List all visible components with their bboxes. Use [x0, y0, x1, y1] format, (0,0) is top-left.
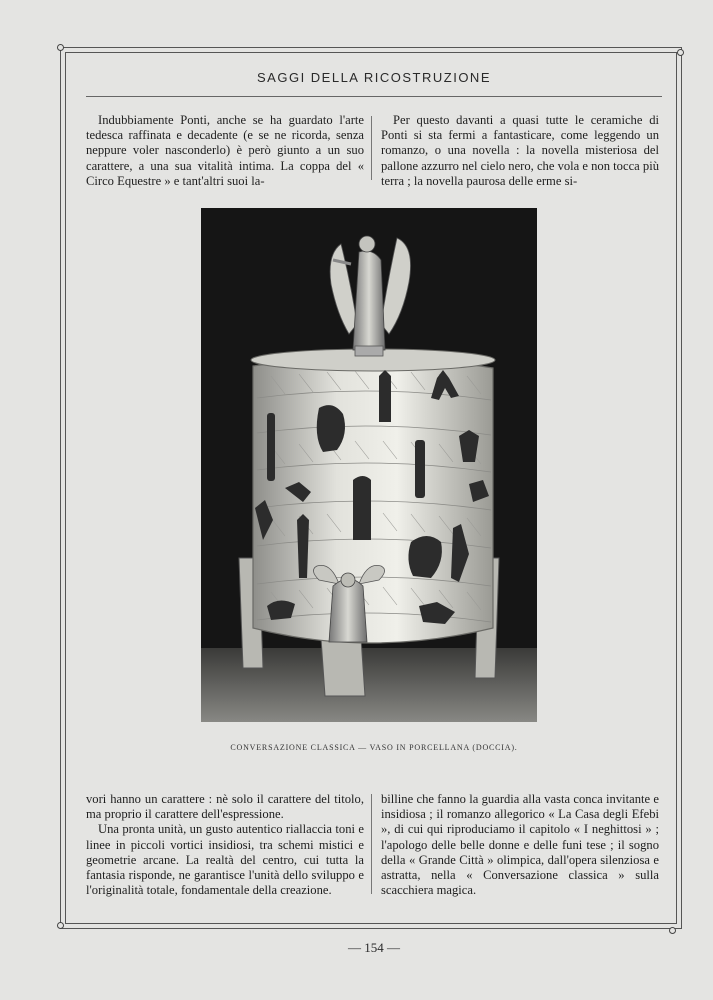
frame-corner-ornament — [57, 44, 64, 51]
paragraph: Indubbiamente Ponti, anche se ha guardato l'arte tedesca raffinata e decadente (e se ne ricorda, senza neppure voler nasconderlo) è però giunto a un suo carattere, a una sua vitalità intima. La coppa del « Circo Equestre » e tant'altri suoi la- — [86, 113, 364, 188]
page-number: — 154 — — [348, 940, 400, 955]
frame-corner-ornament — [677, 49, 684, 56]
text-column-top-left — [86, 113, 364, 189]
vase-photograph — [201, 208, 537, 722]
header-rule — [86, 96, 662, 97]
text-column-bottom-right — [381, 792, 659, 898]
figure-caption: CONVERSAZIONE CLASSICA — VASO IN PORCELLANA (DOCCIA). — [230, 743, 518, 752]
text-column-top-right — [381, 113, 659, 189]
paragraph: billine che fanno la guardia alla vasta conca invitante e insidiosa ; il romanzo allegorico « La Casa degli Efebi », di cui qui riproduciamo il capitolo « I neghittosi » ; l'apologo delle belle donne e delle funi tese ; il sogno della « Grande Città » olimpica, dall'opera silenziosa e astratta, nella « Conversazione classica » sulla scacchiera magica. — [381, 792, 659, 898]
running-title: SAGGI DELLA RICOSTRUZIONE — [257, 70, 491, 85]
paragraph: Per questo davanti a quasi tutte le ceramiche di Ponti si sta fermi a fantasticare, come leggendo un romanzo, o una novella : la novella misteriosa del pallone azzurro nel cielo nero, che vola e non tocca più terra ; la novella paurosa delle erme si- — [381, 113, 659, 188]
column-divider — [371, 116, 372, 180]
paragraph: vori hanno un carattere : nè solo il carattere del titolo, ma proprio il carattere dell'espressione. — [86, 792, 364, 822]
frame-corner-ornament — [57, 922, 64, 929]
text-column-bottom-left — [86, 792, 364, 898]
column-divider — [371, 794, 372, 894]
paragraph: Una pronta unità, un gusto autentico riallaccia toni e linee in piccoli vortici insidiosi, tra schemi mistici e geometrie arcane. La realtà del centro, cui tutta la fantasia risponde, ne garantisce l'unità dello sviluppo e l'originalità totale, fondamentale della creazione. — [86, 822, 364, 898]
frame-corner-ornament — [669, 927, 676, 934]
vase-illustration — [201, 208, 537, 722]
